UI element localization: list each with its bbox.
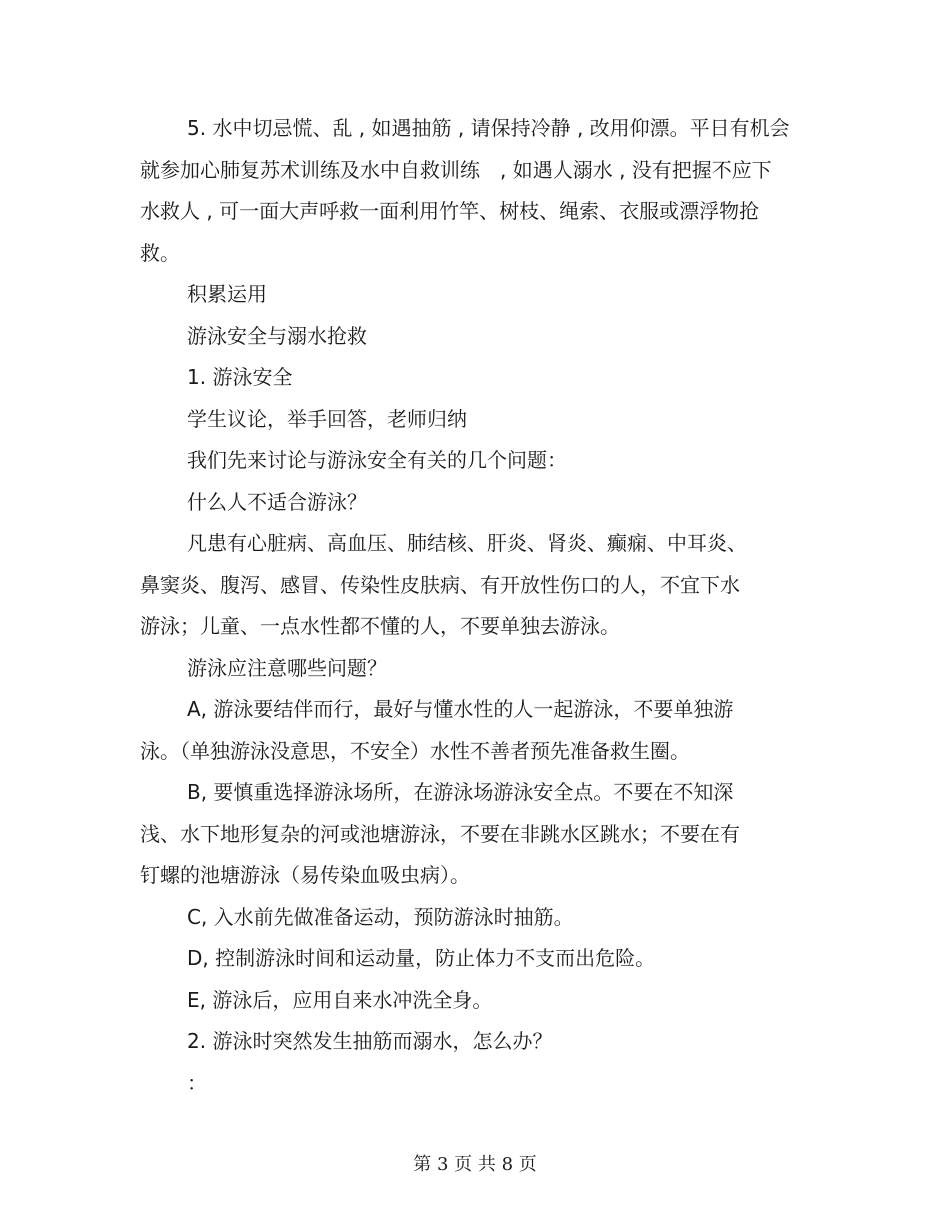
text-line: 学生议论，举手回答，老师归纳 [187, 406, 467, 431]
text-line: 钉螺的池塘游泳（易传染血吸虫病）。 [140, 863, 470, 887]
text-line: ： [187, 1070, 207, 1095]
text-line: 5. 水中切忌慌、乱 , 如遇抽筋 , 请保持冷静 , 改用仰漂。平日有机会 [187, 116, 790, 140]
text-line: 水救人 , 可一面大声呼救一面利用竹竿、树枝、绳索、衣服或漂浮物抢 [140, 199, 760, 223]
text-line: 就参加心肺复苏术训练及水中自救训练 , 如遇人溺水 , 没有把握不应下 [140, 157, 772, 182]
text-line: D, 控制游泳时间和运动量，防止体力不支而出危险。 [187, 946, 656, 970]
text-line: 1. 游泳安全 [187, 365, 293, 389]
text-line: 鼻窦炎、腹泻、感冒、传染性皮肤病、有开放性伤口的人，不宜下水 [140, 572, 740, 597]
text-line: 泳。（单独游泳没意思，不安全）水性不善者预先准备救生圈。 [140, 738, 690, 763]
text-line: 浅、水下地形复杂的河或池塘游泳，不要在非跳水区跳水；不要在有 [140, 821, 740, 846]
text-line: 游泳应注意哪些问题？ [187, 655, 387, 680]
text-line: 2. 游泳时突然发生抽筋而溺水，怎么办？ [187, 1029, 553, 1053]
text-line: 我们先来讨论与游泳安全有关的几个问题： [187, 448, 567, 472]
text-line: 凡患有心脏病、高血压、肺结核、肝炎、肾炎、癫痫、中耳炎、 [187, 531, 747, 555]
text-line: 积累运用 [187, 282, 267, 306]
text-line: B, 要慎重选择游泳场所，在游泳场游泳安全点。不要在不知深 [187, 780, 734, 804]
text-line: 救。 [140, 240, 180, 265]
document-body [140, 108, 820, 1104]
text-line: A, 游泳要结伴而行，最好与懂水性的人一起游泳，不要单独游 [187, 697, 734, 721]
text-line: C, 入水前先做准备运动，预防游泳时抽筋。 [187, 904, 574, 929]
text-line: E, 游泳后，应用自来水冲洗全身。 [187, 987, 493, 1012]
text-line: 什么人不适合游泳？ [187, 489, 367, 514]
text-line: 游泳安全与溺水抢救 [187, 323, 367, 348]
text-line: 游泳；儿童、一点水性都不懂的人，不要单独去游泳。 [140, 614, 620, 638]
page-footer: 第 3 页 共 8 页 [413, 1154, 537, 1175]
